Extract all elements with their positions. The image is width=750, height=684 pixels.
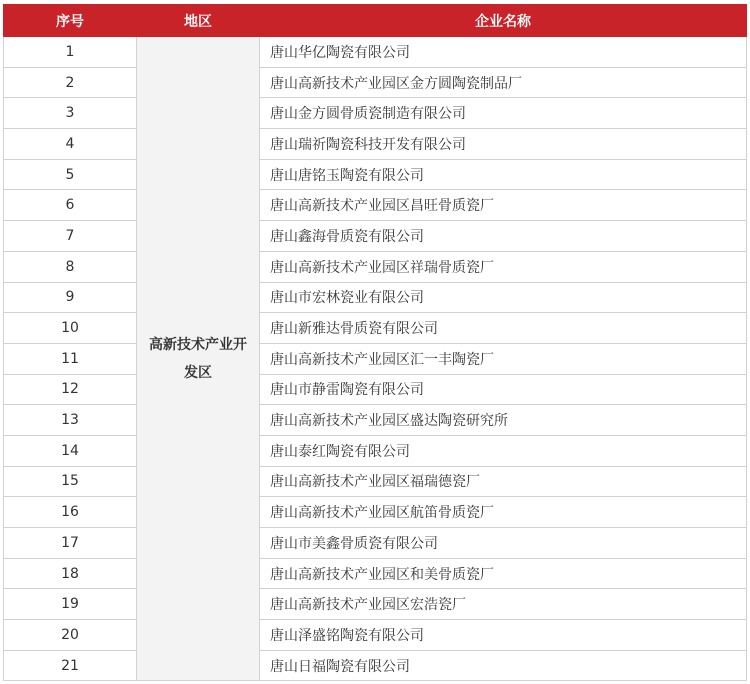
row-number: 15 [4, 466, 137, 497]
row-number: 19 [4, 589, 137, 620]
row-number: 6 [4, 190, 137, 221]
row-number: 12 [4, 374, 137, 405]
row-number: 2 [4, 67, 137, 98]
table-row [4, 466, 747, 497]
company-name: 唐山华亿陶瓷有限公司 [260, 37, 747, 68]
company-name: 唐山高新技术产业园区航笛骨质瓷厂 [260, 497, 747, 528]
company-name: 唐山高新技术产业园区福瑞德瓷厂 [260, 466, 747, 497]
company-name: 唐山瑞祈陶瓷科技开发有限公司 [260, 129, 747, 160]
header-company: 企业名称 [260, 5, 747, 37]
table-row [4, 313, 747, 344]
row-number: 18 [4, 558, 137, 589]
table-row [4, 37, 747, 68]
table-body [4, 37, 747, 681]
table-row [4, 558, 747, 589]
table-row [4, 528, 747, 559]
company-name: 唐山高新技术产业园区盛达陶瓷研究所 [260, 405, 747, 436]
row-number: 11 [4, 343, 137, 374]
row-number: 13 [4, 405, 137, 436]
company-name: 唐山新雅达骨质瓷有限公司 [260, 313, 747, 344]
table-row [4, 405, 747, 436]
company-name: 唐山高新技术产业园区祥瑞骨质瓷厂 [260, 251, 747, 282]
table-row [4, 190, 747, 221]
region-cell: 高新技术产业开发区 [137, 37, 260, 681]
table-row [4, 435, 747, 466]
row-number: 7 [4, 221, 137, 252]
row-number: 17 [4, 528, 137, 559]
company-name: 唐山鑫海骨质瓷有限公司 [260, 221, 747, 252]
row-number: 21 [4, 650, 137, 681]
company-name: 唐山高新技术产业园区昌旺骨质瓷厂 [260, 190, 747, 221]
table-row [4, 589, 747, 620]
table-row [4, 343, 747, 374]
row-number: 5 [4, 159, 137, 190]
row-number: 10 [4, 313, 137, 344]
table-header-row [4, 5, 747, 37]
row-number: 9 [4, 282, 137, 313]
company-name: 唐山泽盛铭陶瓷有限公司 [260, 620, 747, 651]
table-row [4, 497, 747, 528]
header-num: 序号 [4, 5, 137, 37]
company-name: 唐山金方圆骨质瓷制造有限公司 [260, 98, 747, 129]
row-number: 20 [4, 620, 137, 651]
company-table [3, 4, 747, 681]
row-number: 1 [4, 37, 137, 68]
company-name: 唐山唐铭玉陶瓷有限公司 [260, 159, 747, 190]
company-name: 唐山市宏林瓷业有限公司 [260, 282, 747, 313]
company-name: 唐山高新技术产业园区金方圆陶瓷制品厂 [260, 67, 747, 98]
table-row [4, 620, 747, 651]
table-row [4, 650, 747, 681]
table-row [4, 221, 747, 252]
table-row [4, 129, 747, 160]
table-row [4, 98, 747, 129]
table-row [4, 282, 747, 313]
company-name: 唐山高新技术产业园区宏浩瓷厂 [260, 589, 747, 620]
table-row [4, 374, 747, 405]
company-name: 唐山高新技术产业园区和美骨质瓷厂 [260, 558, 747, 589]
row-number: 3 [4, 98, 137, 129]
company-name: 唐山高新技术产业园区汇一丰陶瓷厂 [260, 343, 747, 374]
company-name: 唐山市美鑫骨质瓷有限公司 [260, 528, 747, 559]
company-name: 唐山泰红陶瓷有限公司 [260, 435, 747, 466]
company-name: 唐山日福陶瓷有限公司 [260, 650, 747, 681]
header-region: 地区 [137, 5, 260, 37]
table-row [4, 251, 747, 282]
company-name: 唐山市静雷陶瓷有限公司 [260, 374, 747, 405]
table-row [4, 67, 747, 98]
row-number: 14 [4, 435, 137, 466]
row-number: 8 [4, 251, 137, 282]
row-number: 16 [4, 497, 137, 528]
table-row [4, 159, 747, 190]
row-number: 4 [4, 129, 137, 160]
